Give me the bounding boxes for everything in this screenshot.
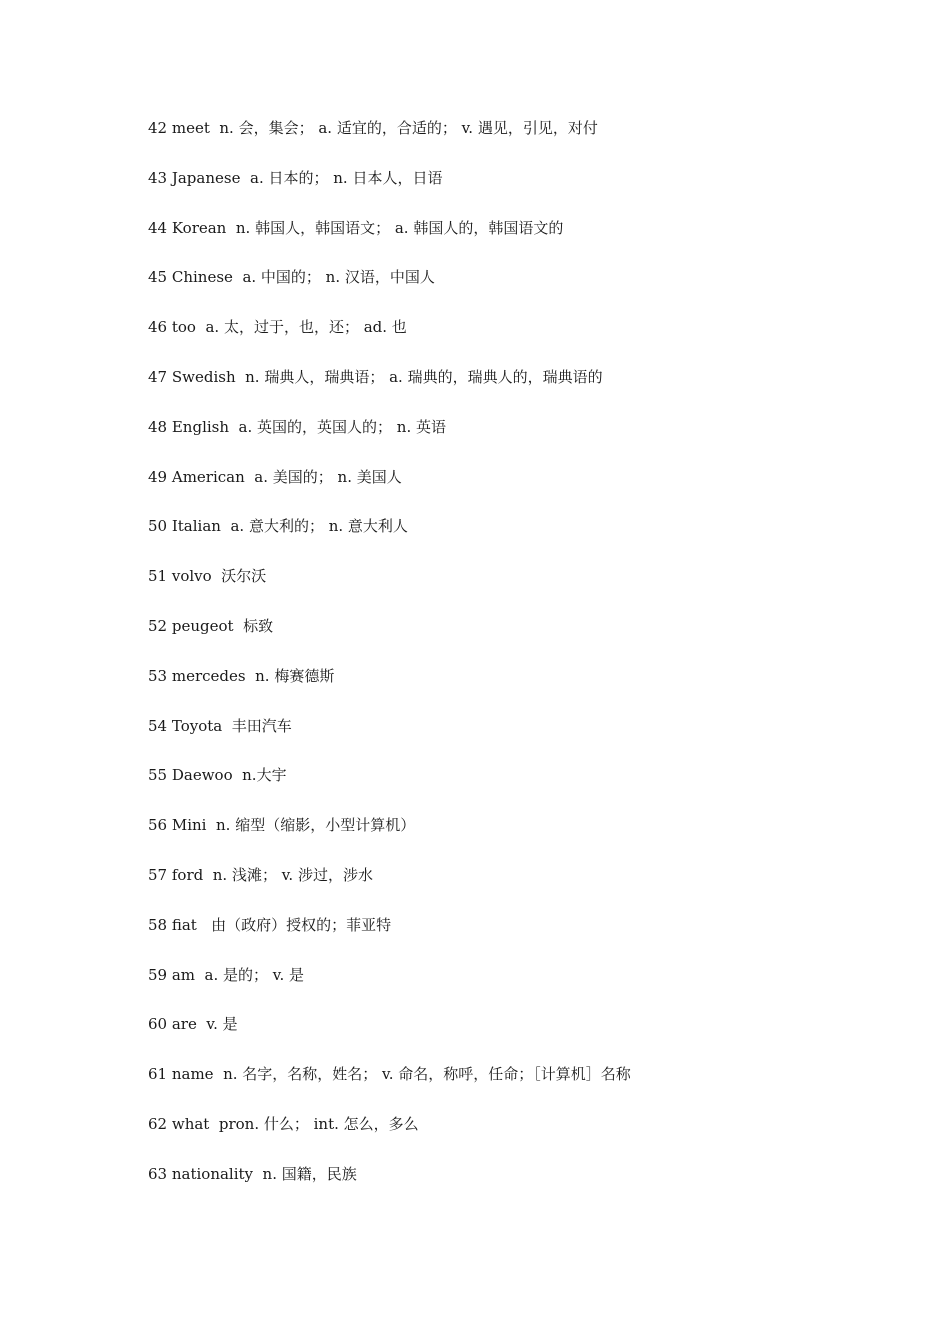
- vocab-entry: 42 meet n. 会，集会； a. 适宜的，合适的； v. 遇见，引见，对付: [148, 119, 598, 137]
- vocab-entry: 56 Mini n. 缩型（缩影，小型计算机）: [148, 816, 416, 835]
- vocab-entry: 50 Italian a. 意大利的； n. 意大利人: [148, 517, 408, 536]
- vocab-entry: 63 nationality n. 国籍，民族: [148, 1164, 357, 1183]
- vocab-entry: 57 ford n. 浅滩； v. 涉过，涉水: [148, 865, 373, 884]
- vocab-entry: 54 Toyota 丰田汽车: [148, 716, 292, 735]
- vocab-entry: 43 Japanese a. 日本的； n. 日本人，日语: [148, 168, 443, 187]
- vocab-entry: 52 peugeot 标致: [148, 616, 274, 635]
- vocab-entry: 60 are v. 是: [148, 1015, 238, 1034]
- vocab-entry: 61 name n. 名字，名称，姓名； v. 命名，称呼，任命；［计算机］名称: [148, 1065, 631, 1084]
- vocab-entry: 47 Swedish n. 瑞典人，瑞典语； a. 瑞典的，瑞典人的，瑞典语的: [148, 367, 603, 386]
- vocab-entry: 53 mercedes n. 梅赛德斯: [148, 666, 335, 685]
- vocab-entry: 49 American a. 美国的； n. 美国人: [148, 467, 402, 486]
- vocab-entry: 45 Chinese a. 中国的； n. 汉语，中国人: [148, 268, 435, 287]
- vocab-entry: 55 Daewoo n.大宇: [148, 766, 287, 785]
- vocab-entry: 59 am a. 是的； v. 是: [148, 965, 305, 984]
- vocab-entry: 62 what pron. 什么； int. 怎么，多么: [148, 1114, 419, 1133]
- vocab-entry: 44 Korean n. 韩国人，韩国语文； a. 韩国人的，韩国语文的: [148, 218, 564, 237]
- vocab-entry: 58 fiat 由（政府）授权的；菲亚特: [148, 915, 392, 934]
- vocab-entry: 51 volvo 沃尔沃: [148, 567, 267, 586]
- vocabulary-list: [148, 116, 631, 1212]
- vocab-entry: 46 too a. 太，过于，也，还； ad. 也: [148, 318, 407, 337]
- vocab-entry: 48 English a. 英国的，英国人的； n. 英语: [148, 417, 447, 436]
